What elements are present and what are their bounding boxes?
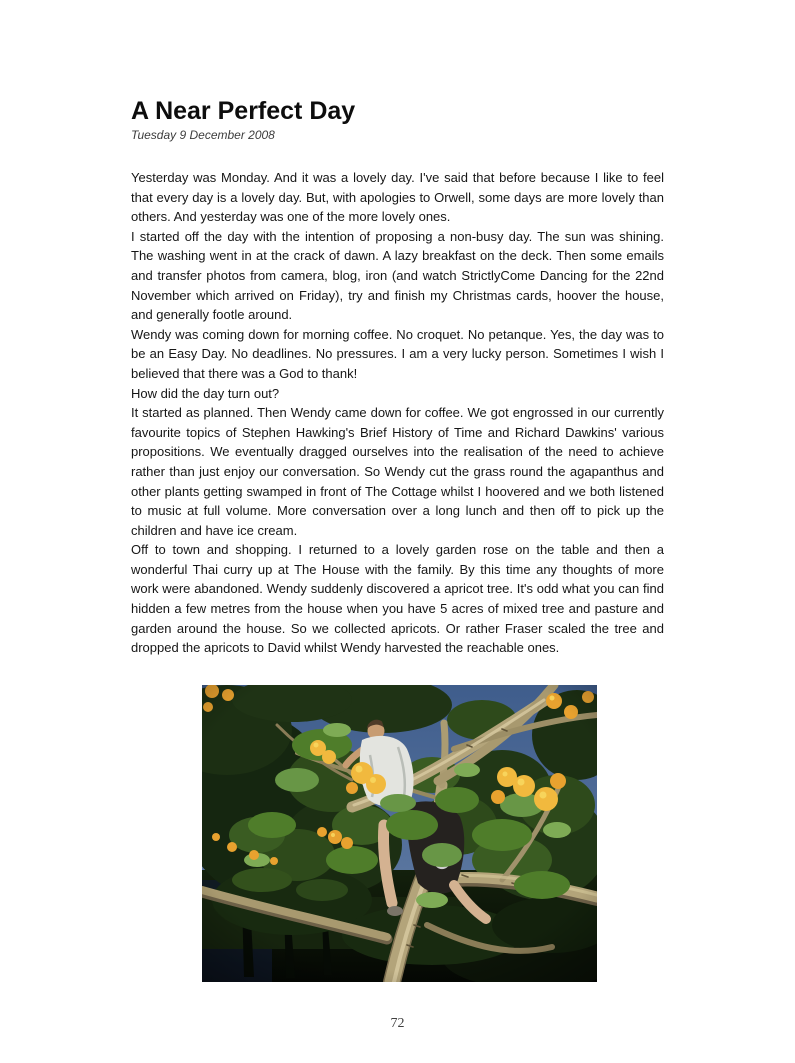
apricot-tree-photo (202, 685, 597, 982)
paragraph: It started as planned. Then Wendy came down for coffee. We got engrossed in our currently favourite topics of Stephen Hawking's Brief History of Time and Richard Dawkins' various propositions. We eventually dragged ourselves into the realisation of the need to achieve rather than just enjoy our conversation. So Wendy cut the grass round the agapanthus and other plants getting swamped in front of The Cottage whilst I hoovered and we both listened to music at full volume. More conversation over a long lunch and then off to pick up the children and have ice cream. (131, 405, 664, 538)
apricot-tree-photo-drawing (202, 685, 597, 982)
paragraph: Yesterday was Monday. And it was a lovely day. I've said that before because I like to feel that every day is a lovely day. But, with apologies to Orwell, some days are more lovely than others. And yesterday was one of the more lovely ones. (131, 170, 664, 225)
post-title: A Near Perfect Day (131, 97, 356, 125)
page-number: 72 (390, 1016, 405, 1031)
photo-vignette (202, 685, 597, 982)
paragraph: Off to town and shopping. I returned to a lovely garden rose on the table and then a wonderful Thai curry up at The House with the family. By this time any thoughts of more work were abandoned. Wendy suddenly discovered a apricot tree. It's odd what you can find hidden a few metres from the house when you have 5 acres of mixed tree and pasture and garden around the house. So we collected apricots. Or rather Fraser scaled the tree and dropped the apricots to David whilst Wendy harvested the reachable ones. (131, 542, 664, 656)
paragraph: Wendy was coming down for morning coffee. No croquet. No petanque. Yes, the day was to be an Easy Day. No deadlines. No pressures. I am a very lucky person. Sometimes I wish I believed that there was a God to thank! (131, 326, 664, 381)
post-body (131, 168, 664, 658)
blog-post (131, 97, 664, 658)
post-date: Tuesday 9 December 2008 (131, 128, 275, 142)
paragraph: I started off the day with the intention of proposing a non-busy day. The sun was shining. The washing went in at the crack of dawn. A lazy breakfast on the deck. Then some emails and transfer photos from camera, blog, iron (and watch StrictlyCome Dancing for the 22nd November which arrived on Friday), try and finish my Christmas cards, hoover the house, and generally footle around. (131, 228, 664, 323)
paragraph: How did the day turn out? (131, 385, 280, 401)
